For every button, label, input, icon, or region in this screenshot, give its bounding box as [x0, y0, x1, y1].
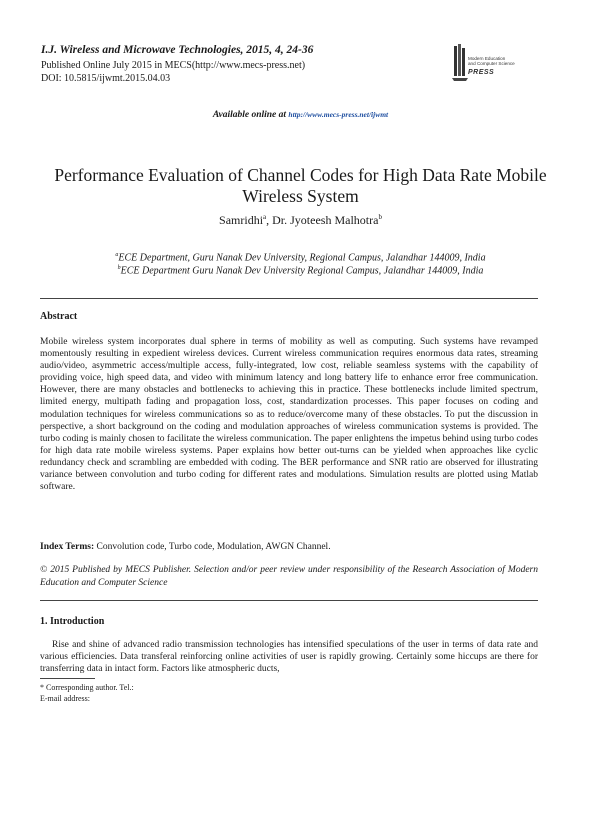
author-1: Samridhi [219, 213, 264, 227]
author-2-affil-mark: b [378, 213, 382, 221]
published-online-line: Published Online July 2015 in MECS(http://www.mecs-press.net) [41, 60, 306, 71]
affiliation-b-text: ECE Department Guru Nanak Dev University Regional Campus, Jalandhar 144009, India [120, 265, 484, 277]
author-separator: , [266, 213, 273, 227]
affiliation-a [0, 252, 601, 263]
author-line [0, 213, 601, 228]
index-terms [40, 542, 538, 552]
divider-top [40, 298, 538, 299]
logo-press: PRESS [468, 69, 495, 76]
affiliation-b-mark: b [117, 265, 121, 271]
email-footnote: E-mail address: [40, 694, 90, 703]
copyright-notice: © 2015 Published by MECS Publisher. Selection and/or peer review under responsibility of the Research Association of Modern Education and Computer Science [40, 565, 538, 588]
logo-text-line2: and Computer Science [468, 61, 515, 66]
journal-url-link[interactable]: http://www.mecs-press.net/ijwmt [288, 110, 389, 119]
introduction-body [40, 639, 538, 677]
divider-bottom [40, 600, 538, 601]
available-online-label: Available online at [212, 110, 287, 120]
available-online [0, 110, 601, 120]
abstract-text: Mobile wireless system incorporates dual sphere in terms of mobility as well as computing. Such systems have revamped momentously resulting in expedient wireless devices. Current wireless communication requires enormous data rates, streaming audio/video, asymmetric access/multiple access, fully-integrated, low cost, reliable seamless systems with the capability of providing voice, high speed data, and video with minimum latency and long battery life to enhance error free communication. However, there are many obstacles and bottlenecks to achieving this in practice. These bottlenecks include limited spectrum, limited energy, multipath fading and propagation loss, cost, standardization processes. This paper focuses on coding and modulation techniques for wireless communications so as to reduce/overcome many of these obstacles. To put the discussion in perspective, a short background on the coding and modulation approaches of wireless communication systems is provided. The turbo coding is mainly chosen to facilitate the wireless communication. The paper enlightens the impetus behind using turbo codes for high data rate mobile wireless systems. Paper explains how better out-turns can be yielded when approaches like cyclic redundancy check and scrambling are embedded with coding. The BER performance and SNR ratio are observed for illustrating variance between convolution and turbo coding for different rates and modulations. Simulation results are plotted using Matlab software. [40, 337, 538, 493]
affiliation-a-text: ECE Department, Guru Nanak Dev University, Regional Campus, Jalandhar 144009, India [118, 252, 486, 264]
introduction-heading: 1. Introduction [40, 616, 105, 627]
publisher-logo [452, 40, 552, 84]
author-2: Dr. Jyoteesh Malhotra [272, 213, 379, 227]
doi-line: DOI: 10.5815/ijwmt.2015.04.03 [41, 73, 171, 84]
paper-title: Performance Evaluation of Channel Codes for High Data Rate Mobile Wireless System [54, 165, 547, 206]
index-terms-label: Index Terms: [40, 542, 95, 552]
author-1-affil-mark: a [263, 213, 267, 221]
logo-text-line1: Modern Education [468, 56, 506, 61]
affiliation-b [0, 265, 601, 276]
introduction-text: Rise and shine of advanced radio transmission technologies has intensified speculations of the user in terms of data rate and various efficiencies. Data transferal reinforcing online activities of user is rapidly growing. Certainly some hiccups are there for transferring data in intact form. Factors like atmospheric ducts, [40, 640, 538, 675]
abstract-heading: Abstract [40, 311, 78, 322]
journal-title: I.J. Wireless and Microwave Technologies, 2015, 4, 24-36 [41, 44, 314, 56]
index-terms-text: Convolution code, Turbo code, Modulation, AWGN Channel. [96, 542, 331, 552]
footnote-divider [40, 678, 95, 679]
corresponding-author-footnote: * Corresponding author. Tel.: [40, 683, 134, 692]
affiliation-a-mark: a [115, 252, 119, 258]
book-stack-icon [452, 42, 468, 82]
